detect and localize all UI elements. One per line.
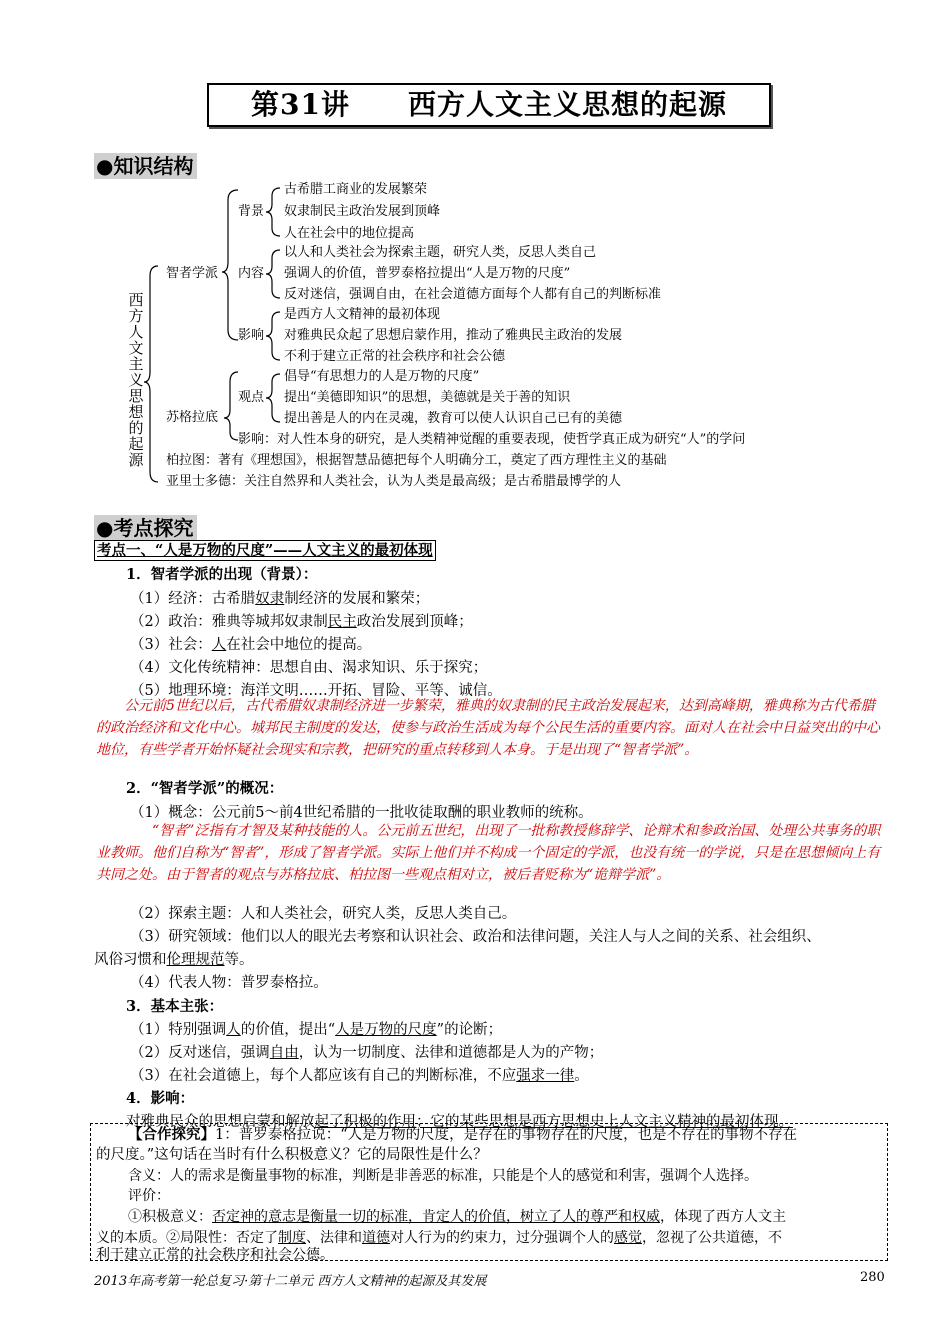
knowledge-tree: [0, 0, 950, 500]
hezuo-answer: ①积极意义：否定神的意志是衡量一切的标准，肯定人的价值，树立了人的尊严和权威，体现了西方人文主: [128, 1209, 786, 1225]
tree-yingxiang-item: 不利于建立正常的社会秩序和社会公德: [284, 349, 506, 364]
section-exam-points: ●考点探究: [94, 512, 197, 541]
hezuo-answer: 利于建立正常的社会秩序和社会公德。: [96, 1247, 334, 1263]
hezuo-answer: 义的本质。②局限性：否定了制度、法律和道德对人行为的约束力，过分强调个人的感觉，忽视了公共道德，不: [96, 1230, 782, 1246]
p3-line: （1）特别强调人的价值，提出“人是万物的尺度”的论断；: [130, 1022, 503, 1038]
p2-line: （4）代表人物：普罗泰格拉。: [130, 975, 328, 991]
p3-line: （3）在社会道德上，每个人都应该有自己的判断标准，不应强求一律。: [130, 1068, 589, 1084]
p3-title: 3．基本主张：: [126, 998, 224, 1015]
tree-beijing-item: 奴隶制民主政治发展到顶峰: [284, 204, 441, 219]
page-title: 第31讲 西方人文主义思想的起源: [251, 88, 727, 121]
tree-guandian-item: 倡导“有思想力的人是万物的尺度”: [284, 369, 480, 384]
tree-zhizhe: 智者学派: [166, 266, 219, 281]
p3-line: （2）反对迷信，强调自由，认为一切制度、法律和道德都是人为的产物；: [130, 1045, 604, 1061]
p1-line: （4）文化传统精神：思想自由、渴求知识、乐于探究；: [130, 660, 488, 676]
p2-line: （2）探索主题：人和人类社会，研究人类，反思人类自己。: [130, 906, 517, 922]
p2-line: （3）研究领域：他们以人的眼光去考察和认识社会、政治和法律问题，关注人与人之间的关系、社会组织、: [130, 929, 821, 945]
p1-line: （2）政治：雅典等城邦奴隶制民主政治发展到顶峰；: [130, 614, 473, 630]
p2-line: （1）概念：公元前5～前4世纪希腊的一批收徒取酬的职业教师的统称。: [130, 805, 593, 821]
hezuo-answer: 评价：: [128, 1188, 170, 1204]
tree-root-label: 西 方 人 文 主 义 思 想 的 起 源: [128, 291, 144, 469]
hezuo-question: 的尺度。”这句话在当时有什么积极意义？它的局限性是什么？: [96, 1147, 488, 1163]
p2-line: 风俗习惯和伦理规范等。: [94, 952, 254, 968]
tree-yingxiang: 影响: [238, 328, 265, 343]
p1-line: （3）社会：人在社会中地位的提高。: [130, 637, 372, 653]
tree-yalishiduode: 亚里士多德：关注自然界和人类社会，认为人类是最高级；是古希腊最博学的人: [166, 474, 622, 489]
tree-beijing-item: 人在社会中的地位提高: [284, 226, 415, 241]
tree-bolatu: 柏拉图：著有《理想国》，根据智慧品德把每个人明确分工，奠定了西方理性主义的基础: [166, 453, 667, 468]
tree-neirong-item: 以人和人类社会为探索主题，研究人类，反思人类自己: [284, 245, 597, 260]
hezuo-question: 【合作探究】1：普罗泰格拉说：“人是万物的尺度，是存在的事物存在的尺度，也是不存在的事物不存在: [128, 1126, 798, 1143]
tree-guandian-item: 提出善是人的内在灵魂，教育可以使人认识自己已有的美德: [284, 411, 623, 426]
tree-beijing: 背景: [238, 204, 265, 219]
kaodian-heading: 考点一、“人是万物的尺度”——人文主义的最初体现: [94, 540, 436, 561]
footer: 2013年高考第一轮总复习·第十二单元 西方人文精神的起源及其发展: [94, 1274, 487, 1289]
tree-sugeladi: 苏格拉底: [166, 410, 219, 425]
p1-title: 1．智者学派的出现（背景）：: [126, 566, 318, 583]
tree-su-yingxiang: 影响：对人性本身的研究，是人类精神觉醒的重要表现，使哲学真正成为研究“人”的学问: [238, 432, 746, 447]
tree-neirong: 内容: [238, 266, 265, 281]
p2-red-note: “智者”泛指有才智及某种技能的人。公元前五世纪，出现了一批称教授修辞学、论辩术和参政治国、处理公共事务的职业教师。他们自称为“智者”，形成了智者学派。实际上他们并不构成一个固定的学派，也没有统一的学说，只是在思想倾向上有共同之处。由于智者的观点与苏格拉底、柏拉图一些观点相对立，被后者贬称为“诡辩学派”。: [96, 823, 881, 883]
tree-guandian: 观点: [238, 390, 265, 405]
tree-neirong-item: 强调人的价值，普罗泰格拉提出“人是万物的尺度”: [284, 266, 571, 281]
p2-title: 2．“智者学派”的概况：: [126, 780, 284, 797]
p1-red-note: 公元前5世纪以后，古代希腊奴隶制经济进一步繁荣，雅典的奴隶制的民主政治发展起来，达到高峰期，雅典称为古代希腊的政治经济和文化中心。城邦民主制度的发达，使参与政治生活成为每个公民生活的重要内容。面对人在社会中日益突出的中心地位，有些学者开始怀疑社会现实和宗教，把研究的重点转移到人本身。于是出现了“智者学派”。: [96, 698, 880, 758]
page-number: 280: [860, 1270, 885, 1285]
tree-guandian-item: 提出“美德即知识”的思想，美德就是关于善的知识: [284, 390, 571, 405]
tree-yingxiang-item: 是西方人文精神的最初体现: [284, 307, 441, 322]
tree-yingxiang-item: 对雅典民众起了思想启蒙作用，推动了雅典民主政治的发展: [284, 328, 623, 343]
hezuo-answer: 含义：人的需求是衡量事物的标准，判断是非善恶的标准，只能是个人的感觉和利害，强调个人选择。: [128, 1168, 758, 1184]
p1-line: （5）地理环境：海洋文明……开拓、冒险、平等、诚信。: [130, 683, 502, 699]
tree-neirong-item: 反对迷信，强调自由，在社会道德方面每个人都有自己的判断标准: [284, 287, 662, 302]
tree-beijing-item: 古希腊工商业的发展繁荣: [284, 182, 428, 197]
p4-title: 4．影响：: [126, 1090, 195, 1107]
p1-line: （1）经济：古希腊奴隶制经济的发展和繁荣；: [130, 591, 430, 607]
section-knowledge-structure: ●知识结构: [94, 150, 197, 179]
p4-line: 对雅典民众的思想启蒙和解放起了积极的作用；它的某些思想是西方思想史上人文主义精神的最初体现。: [126, 1114, 793, 1130]
